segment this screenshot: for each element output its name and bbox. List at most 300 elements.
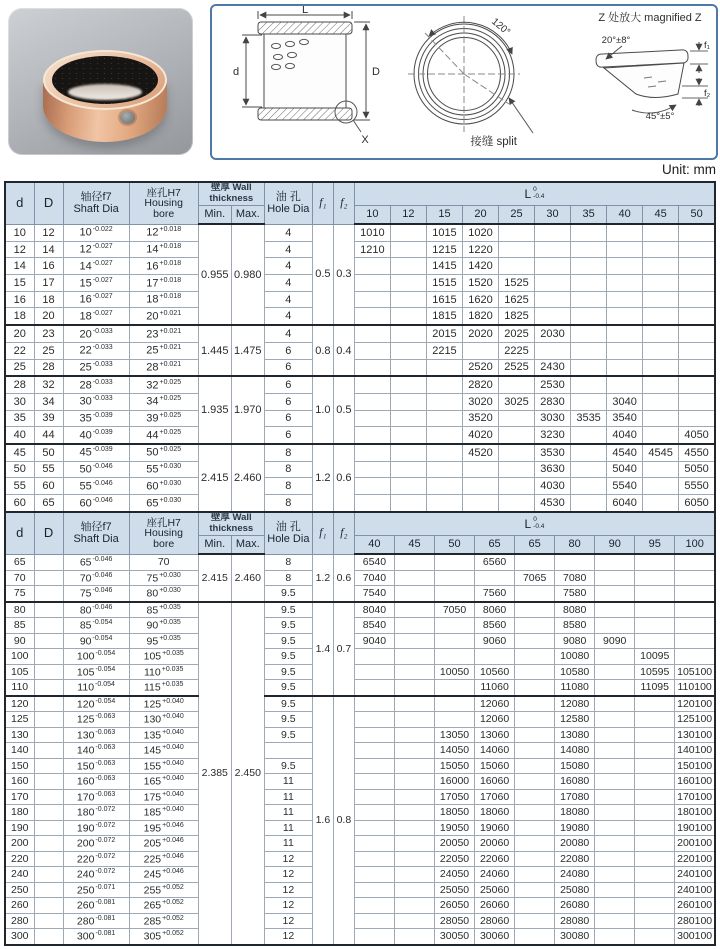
angle-120-label: 120°: [489, 16, 513, 38]
cell-shaft-dia: $300^{-0.081}$: [63, 929, 129, 945]
cell-L-value: [354, 727, 394, 743]
cell-L-value: 14050: [435, 743, 475, 759]
cell-L-value: 25050: [435, 882, 475, 898]
cell-L-value: [499, 376, 535, 393]
cell-L-value: 11080: [555, 680, 595, 696]
cell-L-value: [515, 774, 555, 790]
cell-L-value: [535, 241, 571, 258]
cell-L-value: [643, 393, 679, 410]
cell-L-value: 9040: [354, 633, 394, 649]
cell-shaft-dia: $90^{-0.054}$: [63, 633, 129, 649]
cell-shaft-dia: $70^{-0.046}$: [63, 570, 129, 586]
cell-L-value: [515, 712, 555, 728]
cell-L-value: 200100: [675, 836, 715, 852]
cell-d: 35: [5, 410, 34, 427]
spec-table-large-sizes: [4, 511, 716, 946]
cell-d: 110: [5, 680, 34, 696]
cell-L-value: [426, 376, 462, 393]
cell-f2: 0.5: [333, 376, 354, 444]
cell-housing-bore: $195^{+0.046}$: [129, 820, 198, 836]
cell-L-value: [394, 851, 434, 867]
cell-L-value: [435, 649, 475, 665]
cell-L-value: 2830: [535, 393, 571, 410]
header-row-1: [5, 182, 715, 206]
cell-L-value: [499, 478, 535, 495]
cell-L-value: 2820: [462, 376, 498, 393]
cell-L-value: [607, 342, 643, 359]
cell-L-value: [515, 633, 555, 649]
cell-L-value: [515, 696, 555, 712]
front-view-drawing: [408, 16, 533, 133]
cell-L-value: 1420: [462, 258, 498, 275]
col-header-L-10: 10: [354, 206, 390, 225]
spec-row: [5, 393, 715, 410]
cell-L-value: 8540: [354, 618, 394, 634]
cell-L-value: [643, 241, 679, 258]
cell-shaft-dia: $190^{-0.072}$: [63, 820, 129, 836]
cell-D: [34, 882, 63, 898]
cell-oil-hole: 9.5: [264, 712, 312, 728]
cell-L-value: [354, 275, 390, 292]
cell-D: 20: [34, 308, 63, 325]
cell-L-value: 150100: [675, 758, 715, 774]
cell-shaft-dia: $55^{-0.046}$: [63, 478, 129, 495]
cell-oil-hole: 11: [264, 805, 312, 821]
cell-L-value: 4520: [462, 444, 498, 461]
cell-L-value: [426, 478, 462, 495]
spec-row: [5, 275, 715, 292]
cell-L-value: 2530: [535, 376, 571, 393]
cell-d: 25: [5, 359, 34, 376]
cell-housing-bore: $95^{+0.035}$: [129, 633, 198, 649]
dim-label-L: L: [301, 6, 309, 16]
cell-d: 60: [5, 495, 34, 512]
cell-L-value: 18060: [475, 805, 515, 821]
cell-L-value: 22080: [555, 851, 595, 867]
cell-L-value: [435, 633, 475, 649]
spec-row: [5, 664, 715, 680]
cell-shaft-dia: $28^{-0.033}$: [63, 376, 129, 393]
cell-L-value: [354, 789, 394, 805]
cell-L-value: 1825: [499, 308, 535, 325]
cell-L-value: [595, 882, 635, 898]
col-header-wall-thickness: 壁厚 Wall thickness: [198, 182, 264, 206]
cell-L-value: [394, 836, 434, 852]
cell-oil-hole: 4: [264, 258, 312, 275]
cell-L-value: [595, 929, 635, 945]
cell-L-value: [394, 727, 434, 743]
cell-L-value: 30080: [555, 929, 595, 945]
cell-oil-hole: 9.5: [264, 649, 312, 665]
cell-wall-min: 1.445: [198, 325, 231, 376]
cell-L-value: 10080: [555, 649, 595, 665]
cell-shaft-dia: $22^{-0.033}$: [63, 342, 129, 359]
col-header-housing-bore: 座孔H7 Housing bore: [129, 512, 198, 554]
cell-oil-hole: 9.5: [264, 727, 312, 743]
cell-housing-bore: $50^{+0.025}$: [129, 444, 198, 461]
cell-shaft-dia: $170^{-0.063}$: [63, 789, 129, 805]
bushing-bore-highlight: [68, 84, 142, 100]
cell-d: 40: [5, 427, 34, 444]
cell-L-value: [354, 325, 390, 342]
cell-L-value: [515, 898, 555, 914]
cell-L-value: [679, 410, 715, 427]
cell-housing-bore: $16^{+0.018}$: [129, 258, 198, 275]
cell-L-value: [515, 805, 555, 821]
cell-L-value: [607, 291, 643, 308]
cell-L-value: 18080: [555, 805, 595, 821]
cell-L-value: [571, 224, 607, 241]
col-header-oil-hole: 油 孔 Hole Dia: [264, 512, 312, 554]
cell-L-value: 24060: [475, 867, 515, 883]
cell-L-value: 1210: [354, 241, 390, 258]
cell-L-value: 105100: [675, 664, 715, 680]
detail-marker-X: X: [361, 134, 369, 146]
cell-L-value: [635, 696, 675, 712]
cell-L-value: [354, 461, 390, 478]
cell-D: 23: [34, 325, 63, 342]
dim-label-d: d: [232, 66, 240, 78]
cell-L-value: 12060: [475, 696, 515, 712]
cell-d: 20: [5, 325, 34, 342]
cell-L-value: [515, 882, 555, 898]
cell-L-value: 12060: [475, 712, 515, 728]
spec-row: [5, 789, 715, 805]
cell-d: 220: [5, 851, 34, 867]
cell-L-value: [475, 570, 515, 586]
cell-L-value: 26080: [555, 898, 595, 914]
cell-L-value: [354, 929, 394, 945]
cell-oil-hole: [264, 743, 312, 759]
col-header-L-30: 30: [535, 206, 571, 225]
cell-D: [34, 913, 63, 929]
cell-oil-hole: 12: [264, 913, 312, 929]
cell-L-value: [595, 789, 635, 805]
cell-d: 10: [5, 224, 34, 241]
cell-L-value: [643, 461, 679, 478]
cell-L-value: [515, 867, 555, 883]
cell-L-value: [635, 633, 675, 649]
cell-d: 16: [5, 291, 34, 308]
spec-row: [5, 586, 715, 602]
cell-shaft-dia: $50^{-0.046}$: [63, 461, 129, 478]
cell-L-value: 4530: [535, 495, 571, 512]
cell-L-value: [390, 478, 426, 495]
spec-row: [5, 774, 715, 790]
cell-L-value: 15060: [475, 758, 515, 774]
cell-L-value: [515, 554, 555, 570]
cell-L-value: [515, 586, 555, 602]
cell-housing-bore: $285^{+0.052}$: [129, 913, 198, 929]
cell-L-value: [515, 602, 555, 618]
cell-L-value: 7040: [354, 570, 394, 586]
cell-L-value: 2015: [426, 325, 462, 342]
cell-D: [34, 898, 63, 914]
cell-L-value: 7065: [515, 570, 555, 586]
cell-L-value: [595, 664, 635, 680]
oil-hole: [120, 111, 135, 124]
cell-L-value: 1620: [462, 291, 498, 308]
spec-row: [5, 882, 715, 898]
cell-L-value: 3040: [607, 393, 643, 410]
cell-wall-min: 0.955: [198, 224, 231, 325]
cell-L-value: 4050: [679, 427, 715, 444]
cell-L-value: 17060: [475, 789, 515, 805]
cell-L-value: [394, 649, 434, 665]
cell-L-value: [354, 758, 394, 774]
cell-L-value: 30050: [435, 929, 475, 945]
cell-L-value: [394, 743, 434, 759]
cell-L-value: [535, 291, 571, 308]
cell-L-value: [595, 712, 635, 728]
cell-oil-hole: 4: [264, 291, 312, 308]
cell-shaft-dia: $280^{-0.081}$: [63, 913, 129, 929]
cell-L-value: [635, 570, 675, 586]
cell-L-value: [571, 325, 607, 342]
cell-L-value: 3540: [607, 410, 643, 427]
cell-L-value: 13050: [435, 727, 475, 743]
cell-L-value: 4550: [679, 444, 715, 461]
col-header-D: D: [34, 512, 63, 554]
cell-L-value: [499, 461, 535, 478]
cell-L-value: [635, 867, 675, 883]
cell-d: 170: [5, 789, 34, 805]
cell-L-value: [635, 929, 675, 945]
cell-L-value: [435, 570, 475, 586]
cell-shaft-dia: $65^{-0.046}$: [63, 554, 129, 570]
cell-oil-hole: 4: [264, 308, 312, 325]
cell-d: 250: [5, 882, 34, 898]
cell-L-value: [679, 291, 715, 308]
col-header-L-45: 45: [643, 206, 679, 225]
cell-D: 65: [34, 495, 63, 512]
cell-housing-bore: $155^{+0.040}$: [129, 758, 198, 774]
cell-wall-max: 2.460: [231, 554, 264, 602]
cell-oil-hole: 12: [264, 882, 312, 898]
cell-L-value: [394, 696, 434, 712]
cell-d: 260: [5, 898, 34, 914]
cell-oil-hole: 4: [264, 224, 312, 241]
cell-housing-bore: $65^{+0.030}$: [129, 495, 198, 512]
cell-housing-bore: $60^{+0.030}$: [129, 478, 198, 495]
cell-L-value: [394, 929, 434, 945]
cell-D: [34, 774, 63, 790]
cell-L-value: [394, 633, 434, 649]
cell-L-value: 3535: [571, 410, 607, 427]
cell-oil-hole: 12: [264, 929, 312, 945]
spec-row: [5, 727, 715, 743]
dim-label-D: D: [372, 66, 380, 78]
cell-L-value: [571, 376, 607, 393]
spec-row: [5, 427, 715, 444]
cell-wall-min: 2.415: [198, 554, 231, 602]
cell-L-value: [394, 867, 434, 883]
spec-row: [5, 633, 715, 649]
cell-L-value: [354, 495, 390, 512]
cell-L-value: [515, 680, 555, 696]
cell-shaft-dia: $260^{-0.081}$: [63, 898, 129, 914]
cell-L-value: [675, 633, 715, 649]
cell-L-value: [571, 461, 607, 478]
cell-oil-hole: 9.5: [264, 696, 312, 712]
cell-L-value: [390, 291, 426, 308]
cell-L-value: [607, 376, 643, 393]
cell-L-value: [635, 805, 675, 821]
cell-L-value: [354, 743, 394, 759]
spec-row: [5, 444, 715, 461]
cell-L-value: [462, 495, 498, 512]
split-label: 接缝 split: [470, 136, 517, 148]
cell-L-value: 10050: [435, 664, 475, 680]
cell-D: 14: [34, 241, 63, 258]
cell-L-value: [571, 275, 607, 292]
cell-D: [34, 805, 63, 821]
cell-shaft-dia: $12^{-0.027}$: [63, 241, 129, 258]
col-header-L: L 0 -0.4: [354, 512, 715, 536]
cell-L-value: 2225: [499, 342, 535, 359]
cell-L-value: 7580: [555, 586, 595, 602]
col-header-L-40: 40: [354, 536, 394, 555]
cell-L-value: [390, 376, 426, 393]
spec-row: [5, 851, 715, 867]
cell-L-value: [515, 929, 555, 945]
cell-D: 32: [34, 376, 63, 393]
cell-L-value: [390, 308, 426, 325]
col-header-d: d: [5, 512, 34, 554]
cell-L-value: [679, 258, 715, 275]
cell-L-value: [354, 478, 390, 495]
cell-L-value: [635, 913, 675, 929]
cell-L-value: [462, 478, 498, 495]
spec-row: [5, 495, 715, 512]
cell-L-value: 30060: [475, 929, 515, 945]
cell-L-value: [595, 586, 635, 602]
cell-L-value: [643, 359, 679, 376]
cell-L-value: 3520: [462, 410, 498, 427]
cell-d: 15: [5, 275, 34, 292]
cell-oil-hole: 8: [264, 570, 312, 586]
cell-shaft-dia: $10^{-0.022}$: [63, 224, 129, 241]
cell-L-value: [607, 224, 643, 241]
cell-oil-hole: 9.5: [264, 618, 312, 634]
cell-D: [34, 712, 63, 728]
angle-45-label: 45°±5°: [645, 111, 675, 122]
cell-L-value: [679, 342, 715, 359]
cell-L-value: [679, 275, 715, 292]
cell-L-value: [354, 774, 394, 790]
cell-L-value: 18050: [435, 805, 475, 821]
cell-L-value: [679, 376, 715, 393]
spec-table-small-sizes: [4, 181, 716, 513]
cell-D: 28: [34, 359, 63, 376]
spec-row: [5, 258, 715, 275]
cell-L-value: [595, 836, 635, 852]
cell-L-value: [535, 342, 571, 359]
cell-L-value: [354, 867, 394, 883]
cell-L-value: 125100: [675, 712, 715, 728]
cell-L-value: [595, 774, 635, 790]
cell-f2: 0.3: [333, 224, 354, 325]
col-header-f1: f₁: [312, 182, 333, 224]
col-header-L-50: 50: [679, 206, 715, 225]
cell-oil-hole: 9.5: [264, 758, 312, 774]
cell-L-value: 130100: [675, 727, 715, 743]
cell-housing-bore: $80^{+0.030}$: [129, 586, 198, 602]
cell-shaft-dia: $120^{-0.054}$: [63, 696, 129, 712]
cell-L-value: 11095: [635, 680, 675, 696]
cell-shaft-dia: $140^{-0.063}$: [63, 743, 129, 759]
cell-L-value: 1215: [426, 241, 462, 258]
cell-L-value: 2430: [535, 359, 571, 376]
cell-wall-max: 1.475: [231, 325, 264, 376]
cell-L-value: 2525: [499, 359, 535, 376]
cell-housing-bore: $165^{+0.040}$: [129, 774, 198, 790]
cell-L-value: [635, 586, 675, 602]
cell-L-value: 24080: [555, 867, 595, 883]
cell-D: 44: [34, 427, 63, 444]
cell-L-value: [643, 376, 679, 393]
cell-L-value: 3020: [462, 393, 498, 410]
cell-L-value: [394, 570, 434, 586]
spec-row: [5, 376, 715, 393]
header-row-1: [5, 512, 715, 536]
cell-L-value: [515, 618, 555, 634]
cell-L-value: 12080: [555, 696, 595, 712]
cell-L-value: [679, 393, 715, 410]
cell-shaft-dia: $30^{-0.033}$: [63, 393, 129, 410]
cell-L-value: 2215: [426, 342, 462, 359]
cell-L-value: [499, 258, 535, 275]
cell-L-value: 19060: [475, 820, 515, 836]
cell-L-value: [571, 291, 607, 308]
cell-D: 18: [34, 291, 63, 308]
cell-L-value: [394, 712, 434, 728]
cell-L-value: 16060: [475, 774, 515, 790]
cell-L-value: [571, 427, 607, 444]
col-header-L-15: 15: [426, 206, 462, 225]
cell-L-value: 3530: [535, 444, 571, 461]
cell-d: 55: [5, 478, 34, 495]
cell-L-value: [571, 393, 607, 410]
spec-row: [5, 554, 715, 570]
cell-housing-bore: $85^{+0.035}$: [129, 602, 198, 618]
cell-L-value: [390, 275, 426, 292]
cell-d: 75: [5, 586, 34, 602]
cell-L-value: [535, 224, 571, 241]
cell-f2: 0.6: [333, 554, 354, 602]
cell-L-value: 5540: [607, 478, 643, 495]
cell-L-value: [354, 696, 394, 712]
cell-f1: 1.0: [312, 376, 333, 444]
cell-L-value: [675, 554, 715, 570]
cell-housing-bore: $205^{+0.046}$: [129, 836, 198, 852]
spec-row: [5, 224, 715, 241]
cell-d: 120: [5, 696, 34, 712]
cell-L-value: [435, 618, 475, 634]
cell-d: 90: [5, 633, 34, 649]
cell-D: [34, 851, 63, 867]
cell-d: 12: [5, 241, 34, 258]
spec-row: [5, 291, 715, 308]
cell-d: 45: [5, 444, 34, 461]
cell-housing-bore: $32^{+0.025}$: [129, 376, 198, 393]
cell-L-value: [643, 224, 679, 241]
spec-row: [5, 680, 715, 696]
cell-L-value: 7080: [555, 570, 595, 586]
cell-oil-hole: 6: [264, 427, 312, 444]
spec-row: [5, 359, 715, 376]
cell-D: [34, 727, 63, 743]
